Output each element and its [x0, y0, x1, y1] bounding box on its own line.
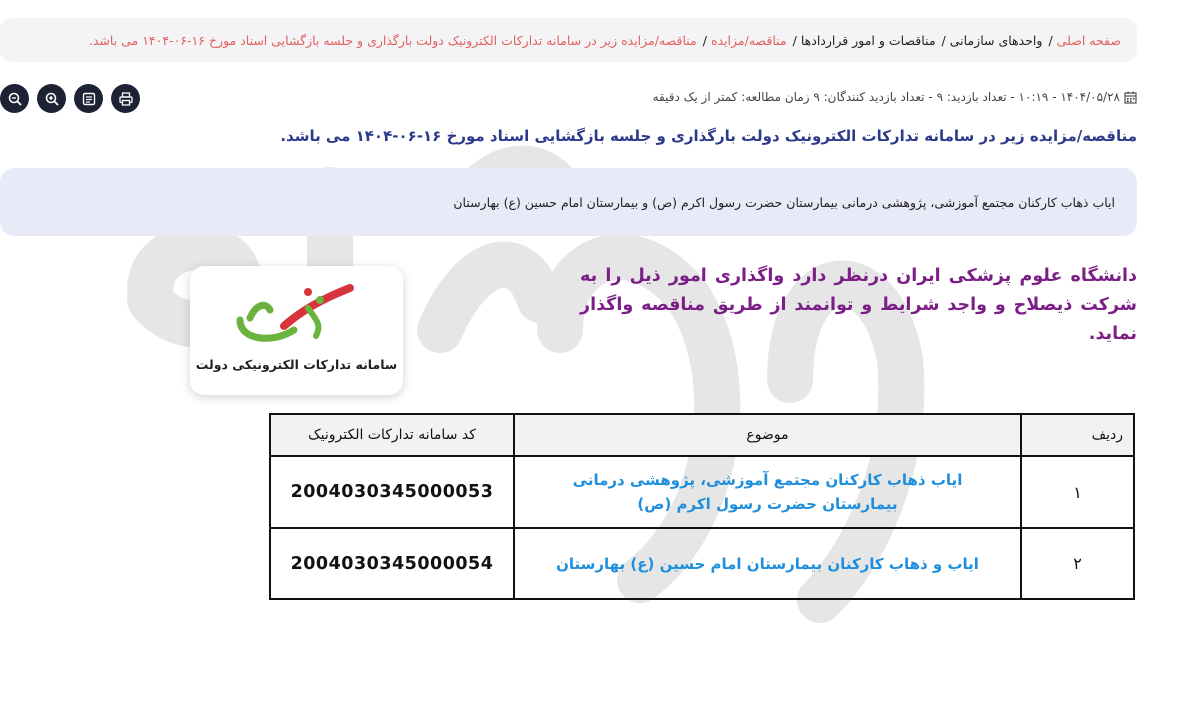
header-subject: موضوع [514, 414, 1021, 456]
zoom-out-icon [7, 91, 23, 107]
header-code: کد سامانه تدارکات الکترونیک [270, 414, 514, 456]
table-header-row [270, 414, 1134, 456]
setad-logo-caption: سامانه تدارکات الکترونیکی دولت [195, 357, 398, 372]
breadcrumb-separator: / [792, 32, 797, 48]
calendar-icon [1124, 91, 1137, 104]
breadcrumb-units[interactable]: واحدهای سازمانی [949, 32, 1043, 48]
breadcrumb-separator: / [941, 32, 946, 48]
table-row [270, 528, 1134, 599]
row-subject-link[interactable]: ایاب ذهاب کارکنان مجتمع آموزشی، پژوهشی درمانی بیمارستان حضرت رسول اکرم (ص) [514, 456, 1021, 528]
breadcrumb-separator: / [702, 32, 707, 48]
breadcrumb-home[interactable]: صفحه اصلی [1056, 32, 1121, 48]
row-code: 2004030345000053 [270, 456, 514, 528]
summary-text: ایاب ذهاب کارکنان مجتمع آموزشی، پژوهشی درمانی بیمارستان حضرت رسول اکرم (ص) و بیمارستان امام حسین (ع) بهارستان [453, 194, 1115, 210]
zoom-in-button[interactable] [37, 84, 66, 113]
article-toolbar [0, 84, 140, 113]
row-number: ۱ [1021, 456, 1134, 528]
header-row-number: ردیف [1021, 414, 1134, 456]
table-row [270, 456, 1134, 528]
summary-box [0, 168, 1137, 236]
pdf-icon [81, 91, 97, 107]
pdf-button[interactable] [74, 84, 103, 113]
intro-paragraph: دانشگاه علوم پزشکی ایران درنظر دارد واگذاری امور ذیل را به شرکت ذیصلاح و واجد شرایط و توانمند از طریق مناقصه واگذار نماید. [580, 266, 1137, 344]
article-meta [590, 90, 1137, 104]
meta-text: ۱۴۰۴/۰۵/۲۸ - ۱۰:۱۹ - تعداد بازدید: ۹ - تعداد بازدید کنندگان: ۹ زمان مطالعه: کمتر از یک دقیقه [652, 90, 1120, 104]
print-icon [118, 91, 134, 107]
print-button[interactable] [111, 84, 140, 113]
setad-logo-icon [232, 280, 357, 350]
breadcrumb-tenders[interactable]: مناقصه/مزایده [710, 32, 787, 48]
row-number: ۲ [1021, 528, 1134, 599]
breadcrumb-contracts[interactable]: مناقصات و امور قراردادها [800, 32, 936, 48]
zoom-out-button[interactable] [0, 84, 29, 113]
row-code: 2004030345000054 [270, 528, 514, 599]
zoom-in-icon [44, 91, 60, 107]
page-title: مناقصه/مزایده زیر در سامانه تدارکات الکترونیک دولت بارگذاری و جلسه بازگشایی اسناد مورخ ۱۶-۰۶-۱۴۰۴ می باشد. [280, 127, 1137, 145]
breadcrumb-separator: / [1048, 32, 1053, 48]
setad-logo-card [190, 266, 403, 395]
breadcrumb-current: مناقصه/مزایده زیر در سامانه تدارکات الکترونیک دولت بارگذاری و جلسه بازگشایی اسناد مورخ ۱۶-۰۶-۱۴۰۴ می باشد. [88, 32, 697, 48]
tender-table [269, 413, 1135, 600]
row-subject-link[interactable]: ایاب و ذهاب کارکنان بیمارستان امام حسین (ع) بهارستان [514, 528, 1021, 599]
breadcrumb [0, 18, 1137, 62]
